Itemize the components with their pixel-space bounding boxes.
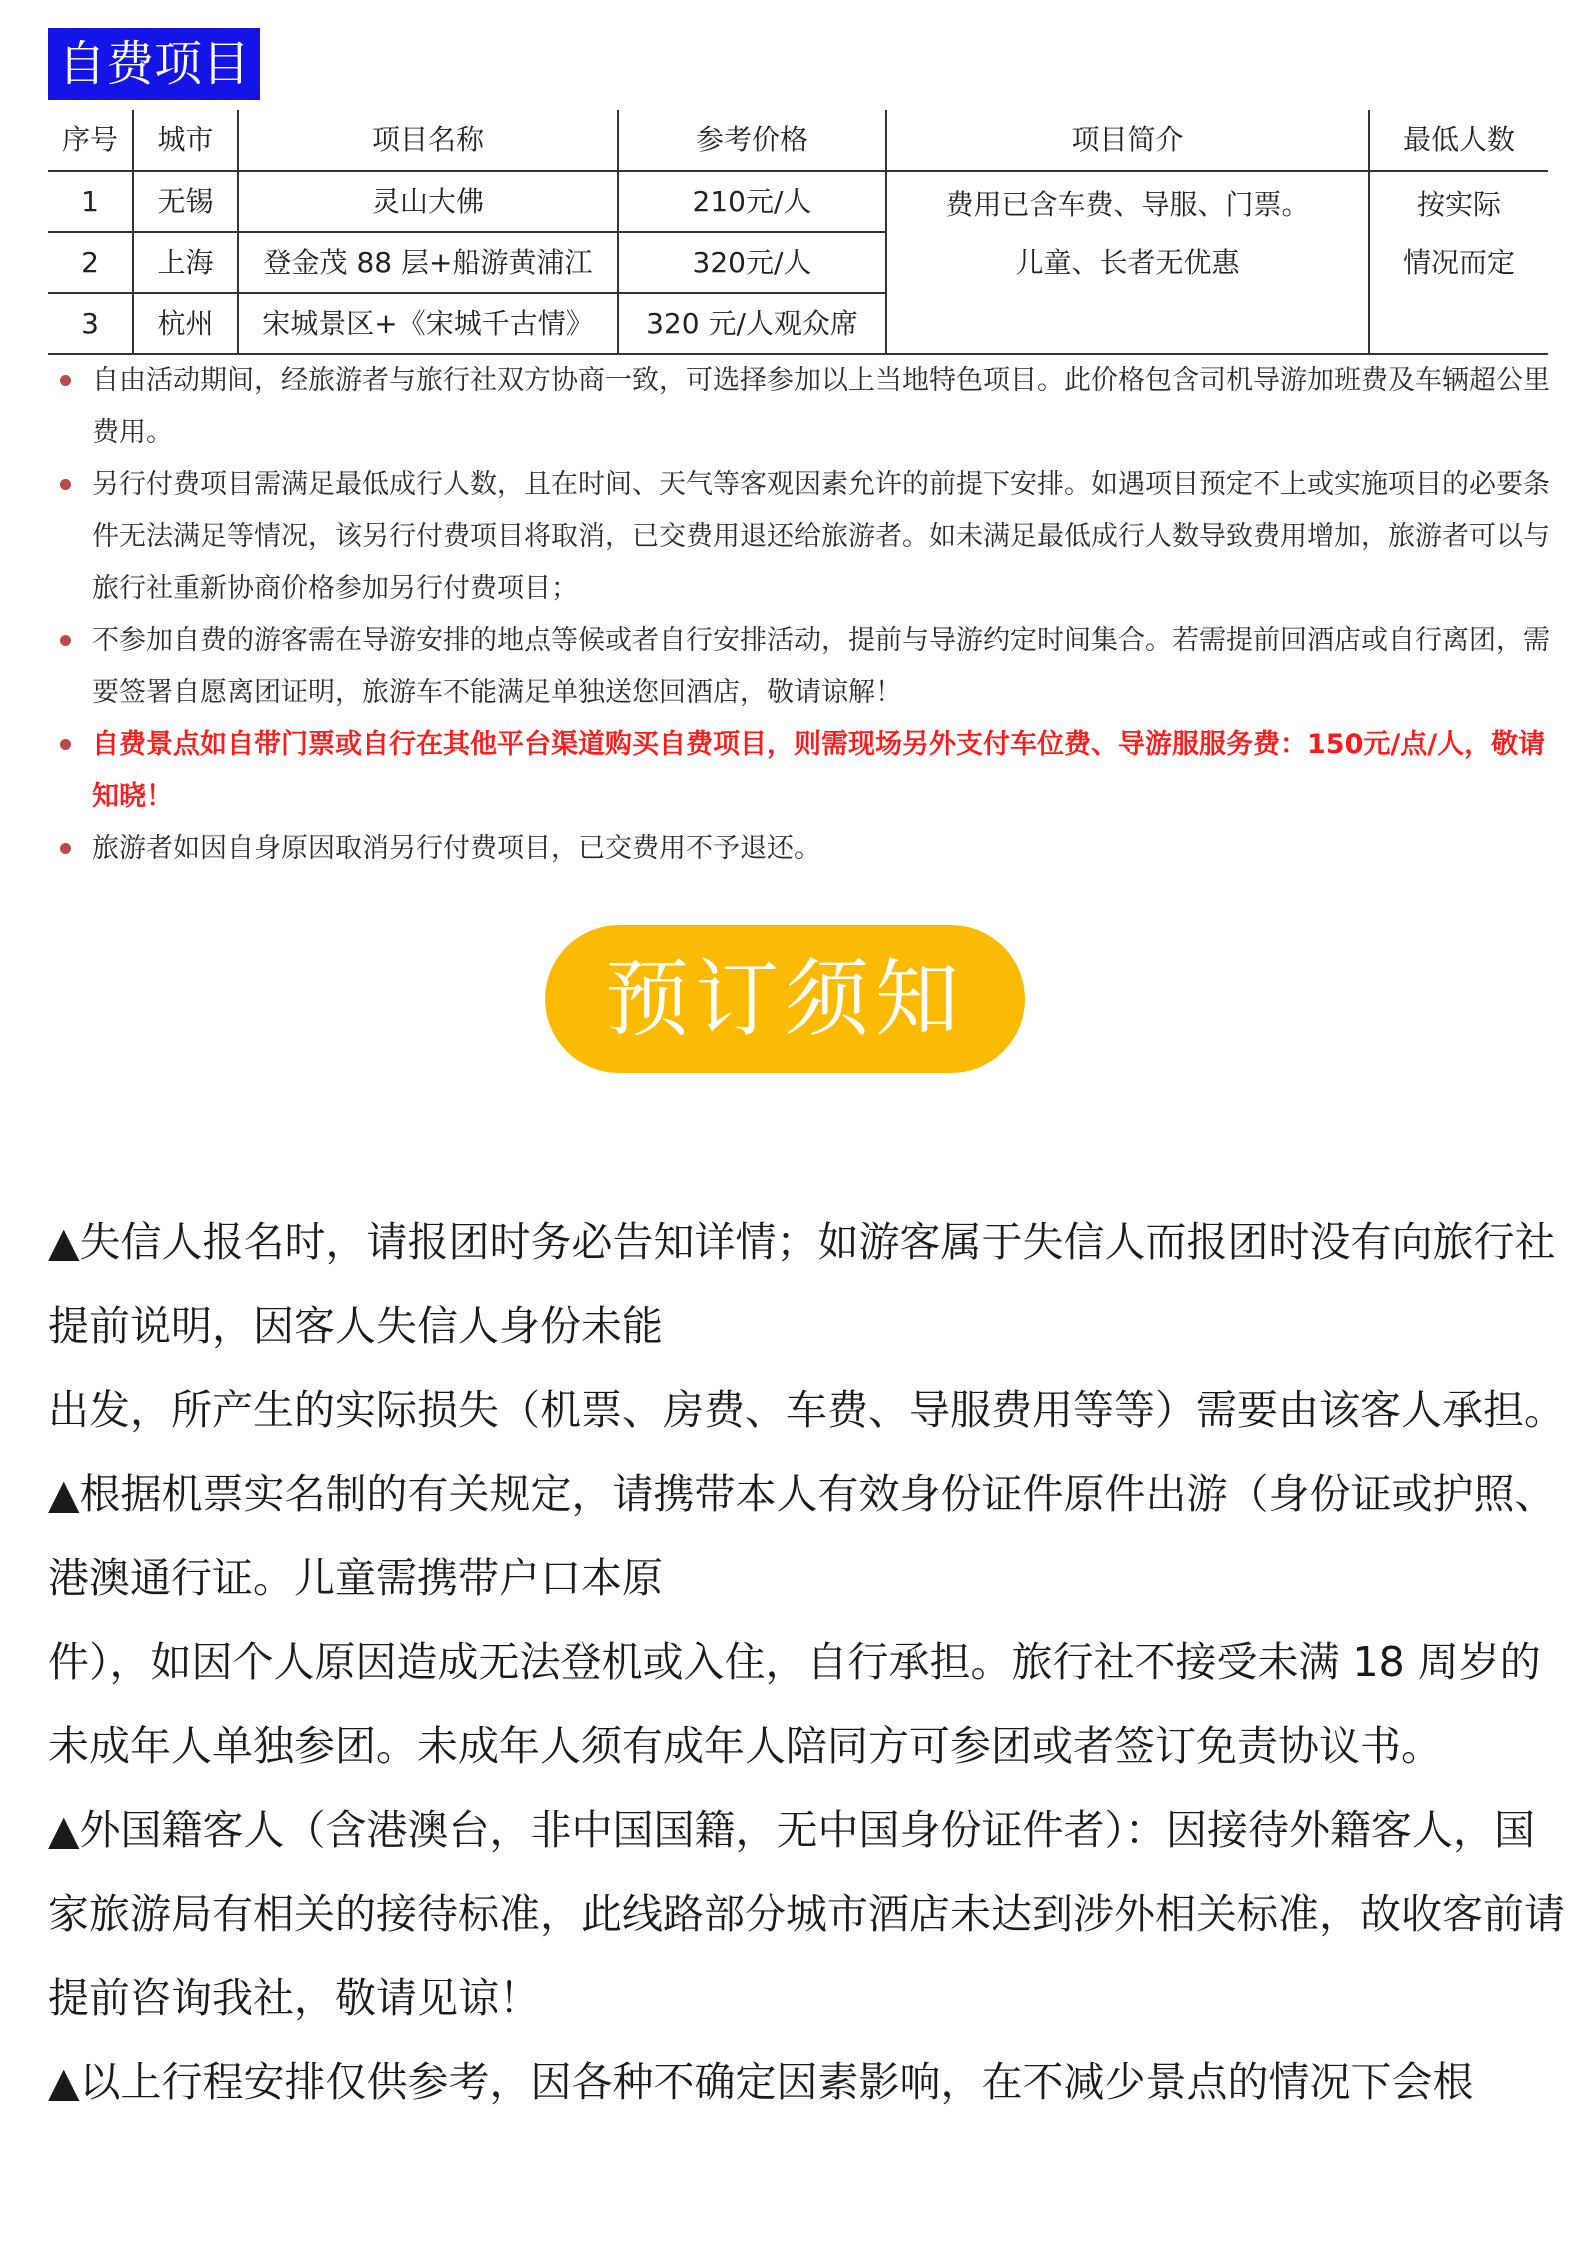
bullet-dot-icon [60,375,71,386]
header-min-people: 最低人数 [1369,110,1548,171]
cell-min-people [1369,171,1548,354]
cell-name: 宋城景区+《宋城千古情》 [238,293,618,354]
bullet-dot-icon [60,843,71,854]
booking-paragraph: ▲以上行程安排仅供参考，因各种不确定因素影响，在不减少景点的情况下会根 [48,2058,1474,2106]
header-price: 参考价格 [618,110,886,171]
note-text: 另行付费项目需满足最低成行人数，且在时间、天气等客观因素允许的前提下安排。如遇项目预定不上或实施项目的必要条件无法满足等情况，该另行付费项目将取消，已交费用退还给旅游者。如未满足最低成行人数导致费用增加，旅游者可以与旅行社重新协商价格参加另行付费项目； [92,469,1550,604]
note-text: 自费景点如自带门票或自行在其他平台渠道购买自费项目，则需现场另外支付车位费、导游服服务费：150元/点/人，敬请知晓！ [92,729,1546,812]
booking-notice-banner: 预订须知 [545,925,1025,1073]
cell-city: 杭州 [133,293,238,354]
header-name: 项目名称 [238,110,618,171]
self-pay-notes [60,355,1550,875]
note-item [60,459,1550,615]
note-text: 不参加自费的游客需在导游安排的地点等候或者自行安排活动，提前与导游约定时间集合。若需提前回酒店或自行离团，需要签署自愿离团证明，旅游车不能满足单独送您回酒店，敬请谅解！ [92,625,1550,708]
note-item [60,823,1550,875]
cell-intro [886,171,1369,354]
min-people-line: 按实际 [1416,187,1501,221]
note-item [60,355,1550,459]
note-text: 旅游者如因自身原因取消另行付费项目，已交费用不予退还。 [92,833,821,864]
booking-paragraph: 出发，所产生的实际损失（机票、房费、车费、导服费用等等）需要由该客人承担。 [48,1386,1565,1434]
cell-price: 210元/人 [618,171,886,232]
cell-no: 3 [48,293,133,354]
cell-price: 320 元/人观众席 [618,293,886,354]
header-no: 序号 [48,110,133,171]
cell-name: 登金茂 88 层+船游黄浦江 [238,232,618,293]
note-item [60,615,1550,719]
min-people-line: 情况而定 [1402,245,1515,279]
cell-city: 无锡 [133,171,238,232]
note-item-warning [60,719,1550,823]
booking-notice-body [48,1200,1568,2124]
header-intro: 项目简介 [886,110,1369,171]
cell-city: 上海 [133,232,238,293]
cell-name: 灵山大佛 [238,171,618,232]
bullet-dot-icon [60,739,71,750]
note-text: 自由活动期间，经旅游者与旅行社双方协商一致，可选择参加以上当地特色项目。此价格包含司机导游加班费及车辆超公里费用。 [92,365,1550,448]
booking-paragraph: ▲外国籍客人（含港澳台，非中国国籍，无中国身份证件者）：因接待外籍客人，国家旅游局有相关的接待标准，此线路部分城市酒店未达到涉外相关标准，故收客前请提前咨询我社，敬请见谅！ [48,1806,1565,2022]
cell-no: 1 [48,171,133,232]
bullet-dot-icon [60,479,71,490]
table-header-row [48,110,1548,171]
intro-line: 费用已含车费、导服、门票。 [945,187,1310,221]
cell-no: 2 [48,232,133,293]
booking-paragraph: ▲失信人报名时，请报团时务必告知详情；如游客属于失信人而报团时没有向旅行社提前说明，因客人失信人身份未能 [48,1218,1556,1350]
bullet-dot-icon [60,635,71,646]
booking-paragraph: 件），如因个人原因造成无法登机或入住，自行承担。旅行社不接受未满 18 周岁的未成年人单独参团。未成年人须有成年人陪同方可参团或者签订免责协议书。 [48,1638,1541,1770]
section-title-self-pay: 自费项目 [48,28,260,100]
self-pay-table [48,110,1548,355]
booking-paragraph: ▲根据机票实名制的有关规定，请携带本人有效身份证件原件出游（身份证或护照、港澳通行证。儿童需携带户口本原 [48,1470,1556,1602]
header-city: 城市 [133,110,238,171]
intro-line: 儿童、长者无优惠 [1015,245,1240,279]
table-row [48,171,1548,232]
cell-price: 320元/人 [618,232,886,293]
